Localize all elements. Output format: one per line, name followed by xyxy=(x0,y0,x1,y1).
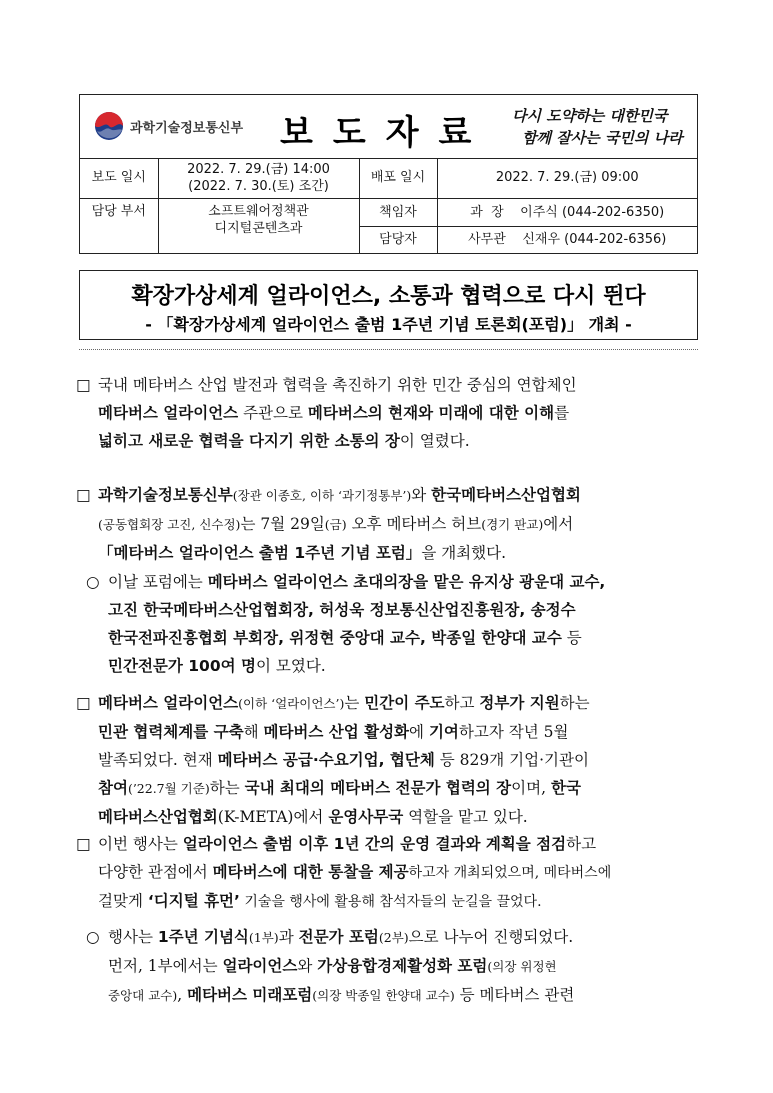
text-run: 기술을 행사에 활용해 참석자들의 눈길을 끌었다. xyxy=(239,894,542,910)
paragraph-4 xyxy=(76,689,590,831)
text-run: 국내 메타버스 산업 발전과 협력을 촉진하기 위한 민간 중심의 연합체인 xyxy=(98,376,577,394)
text-run: (공동협회장 고진, 신수정) xyxy=(98,517,241,532)
text-run: 메타버스산업협회 xyxy=(98,808,218,826)
paragraph-line xyxy=(76,830,611,858)
paragraph-line xyxy=(86,923,574,952)
paragraph-line xyxy=(86,596,605,624)
paragraph-line xyxy=(86,652,605,680)
paragraph-2 xyxy=(76,481,581,567)
text-run: 하고자 작년 5월 xyxy=(458,723,569,741)
text-run: (장관 이종호, 이하 ‘과기정통부’) xyxy=(232,488,412,503)
text-run: 이 열렸다. xyxy=(399,432,470,450)
text-run: 다양한 관점에서 xyxy=(98,863,213,881)
manager-value: 과 장 이주식 (044-202-6350) xyxy=(437,198,697,226)
text-run: 역할을 맡고 있다. xyxy=(403,808,528,826)
text-run: 발족되었다. 현재 xyxy=(98,751,218,769)
text-run: 걸맞게 xyxy=(98,892,148,910)
text-run: 등 829개 기업·기관이 xyxy=(434,751,589,769)
government-slogan xyxy=(512,105,683,149)
paragraph-6 xyxy=(86,923,574,1010)
text-run: 메타버스 미래포럼 xyxy=(187,986,313,1004)
text-run: 메타버스 산업 활성화 xyxy=(263,723,410,741)
headline-box xyxy=(79,270,698,340)
text-run: 오후 메타버스 허브 xyxy=(346,515,482,533)
paragraph-line xyxy=(86,981,574,1010)
text-run: 넓히고 새로운 협력을 다지기 위한 소통의 장 xyxy=(98,432,400,450)
text-run: 고진 한국메타버스산업협회장, 허성욱 정보통신산업진흥원장, 송정수 xyxy=(108,601,576,619)
text-run: 이번 행사는 xyxy=(98,835,183,853)
government-emblem-icon xyxy=(94,111,124,141)
text-run: (이하 ‘얼라이언스’) xyxy=(238,696,345,711)
text-run: 과학기술정보통신부 xyxy=(98,486,233,504)
distribution-date-value: 2022. 7. 29.(금) 09:00 xyxy=(437,158,697,198)
paragraph-line xyxy=(76,887,611,916)
text-run: 전문가 포럼 xyxy=(298,928,379,946)
department-label: 담당 부서 xyxy=(80,198,158,253)
text-run: 민간전문가 100여 명 xyxy=(108,657,256,675)
paragraph-line xyxy=(76,481,581,510)
text-run: 는 7월 29일 xyxy=(240,515,325,533)
text-run: 하는 xyxy=(209,779,245,797)
paragraph-line xyxy=(76,746,590,774)
text-run: 민관 협력체계를 구축 xyxy=(98,723,244,741)
manager-label: 책임자 xyxy=(359,198,437,226)
paragraph-line xyxy=(76,399,577,427)
paragraph-line xyxy=(76,858,611,887)
paragraph-line xyxy=(86,568,605,596)
text-run: 한국메타버스산업협회 xyxy=(431,486,581,504)
text-run: 해 xyxy=(243,723,264,741)
text-run: 하는 xyxy=(559,694,590,712)
box-bullet: □ xyxy=(76,835,91,853)
text-run: 메타버스에 대한 통찰을 제공 xyxy=(212,863,409,881)
paragraph-line xyxy=(86,952,574,981)
text-run: 1주년 기념식 xyxy=(157,928,249,946)
report-date-value xyxy=(158,158,359,198)
paragraph-line xyxy=(76,718,590,746)
text-run: 이 모였다. xyxy=(255,657,326,675)
slogan-line-1: 다시 도약하는 대한민국 xyxy=(512,107,668,125)
text-run: 메타버스 얼라이언스 xyxy=(98,404,239,422)
text-run: 하고자 개최되었으며, 메타버스에 xyxy=(408,865,612,881)
text-run: 얼라이언스 xyxy=(222,957,298,975)
box-bullet: □ xyxy=(76,376,91,394)
text-run: 운영사무국 xyxy=(328,808,404,826)
distribution-date-label: 배포 일시 xyxy=(359,158,437,198)
ministry-name: 과학기술정보통신부 xyxy=(130,121,244,136)
circle-bullet: ○ xyxy=(86,573,100,591)
contact-label: 담당자 xyxy=(359,226,437,253)
circle-bullet: ○ xyxy=(86,928,100,946)
text-run: 하고 xyxy=(566,835,597,853)
text-run: 으로 나누어 진행되었다. xyxy=(408,928,574,946)
text-run: (의장 위정현 xyxy=(487,959,557,974)
text-run: (K-META)에서 xyxy=(217,808,329,826)
text-run: 민간이 주도 xyxy=(364,694,445,712)
text-run: 에 xyxy=(409,723,429,741)
text-run: 한국전파진흥협회 부회장, 위정현 중앙대 교수, 박종일 한양대 교수 xyxy=(108,629,562,647)
text-run: 하고 xyxy=(444,694,480,712)
text-run: 기여 xyxy=(428,723,459,741)
text-run: 국내 최대의 메타버스 전문가 협력의 장 xyxy=(244,779,512,797)
table-row xyxy=(80,198,697,226)
paragraph-line xyxy=(76,689,590,718)
text-run: 메타버스 얼라이언스 xyxy=(98,694,239,712)
paragraph-line xyxy=(76,510,581,539)
text-run: 이날 포럼에는 xyxy=(108,573,208,591)
text-run: 를 xyxy=(554,404,570,422)
slogan-line-2: 함께 잘사는 국민의 나라 xyxy=(522,129,683,147)
paragraph-5 xyxy=(76,830,611,916)
text-run: 메타버스 공급·수요기업, 협단체 xyxy=(217,751,435,769)
document-type-title: 보도자료 xyxy=(280,113,492,153)
text-run: ‘디지털 휴먼’ xyxy=(147,892,240,910)
text-run: 등 xyxy=(561,629,582,647)
text-run: 참여 xyxy=(98,779,128,797)
text-run: 에서 xyxy=(543,515,574,533)
text-run: 등 메타버스 관련 xyxy=(454,986,575,1004)
paragraph-line xyxy=(76,371,577,399)
paragraph-3 xyxy=(86,568,605,680)
paragraph-1 xyxy=(76,371,577,455)
department-line-2: 디지털콘텐츠과 xyxy=(214,220,303,236)
text-run: 는 xyxy=(344,694,365,712)
text-run: 메타버스의 현재와 미래에 대한 이해 xyxy=(307,404,555,422)
report-date-label: 보도 일시 xyxy=(80,158,158,198)
paragraph-line xyxy=(76,427,577,455)
text-run: (경기 판교) xyxy=(481,517,544,532)
text-run: 이며, xyxy=(511,779,551,797)
text-run: (1부) xyxy=(248,930,279,945)
text-run: (2부) xyxy=(378,930,409,945)
report-date-line-2: (2022. 7. 30.(토) 조간) xyxy=(188,178,329,194)
text-run: 과 xyxy=(278,928,299,946)
text-run: , xyxy=(177,986,188,1004)
table-row xyxy=(80,158,697,198)
header-top-row xyxy=(80,95,697,159)
text-run: 와 xyxy=(411,486,432,504)
headline-title: 확장가상세계 얼라이언스, 소통과 협력으로 다시 뛴다 xyxy=(131,284,646,309)
department-value xyxy=(158,198,359,253)
text-run: 「메타버스 얼라이언스 출범 1주년 기념 포럼」 xyxy=(98,544,422,562)
text-run: 정부가 지원 xyxy=(479,694,560,712)
text-run: 주관으로 xyxy=(238,404,308,422)
text-run: (금) xyxy=(324,517,347,532)
paragraph-line xyxy=(76,803,590,831)
paragraph-line xyxy=(76,539,581,567)
text-run: 얼라이언스 출범 이후 1년 간의 운영 결과와 계획을 점검 xyxy=(182,835,567,853)
press-release-header xyxy=(79,94,698,254)
box-bullet: □ xyxy=(76,486,91,504)
text-run: (’22.7월 기준) xyxy=(127,781,210,796)
text-run: 을 개최했다. xyxy=(421,544,507,562)
text-run: 먼저, 1부에서는 xyxy=(108,957,223,975)
text-run: 와 xyxy=(297,957,318,975)
headline-subtitle: - 「확장가상세계 얼라이언스 출범 1주년 기념 토론회(포럼)」 개최 - xyxy=(145,315,632,334)
text-run: 한국 xyxy=(550,779,581,797)
box-bullet: □ xyxy=(76,694,91,712)
text-run: 가상융합경제활성화 포럼 xyxy=(317,957,488,975)
release-info-table xyxy=(80,158,697,254)
department-line-1: 소프트웨어정책관 xyxy=(208,203,309,219)
text-run: 행사는 xyxy=(108,928,158,946)
text-run: (의장 박종일 한양대 교수) xyxy=(312,988,455,1003)
text-run: 메타버스 얼라이언스 초대의장을 맡은 유지상 광운대 교수, xyxy=(207,573,606,591)
text-run: 중앙대 교수) xyxy=(108,988,178,1003)
divider xyxy=(79,349,698,350)
paragraph-line xyxy=(76,774,590,803)
paragraph-line xyxy=(86,624,605,652)
contact-value: 사무관 신재우 (044-202-6356) xyxy=(437,226,697,253)
report-date-line-1: 2022. 7. 29.(금) 14:00 xyxy=(187,161,330,177)
